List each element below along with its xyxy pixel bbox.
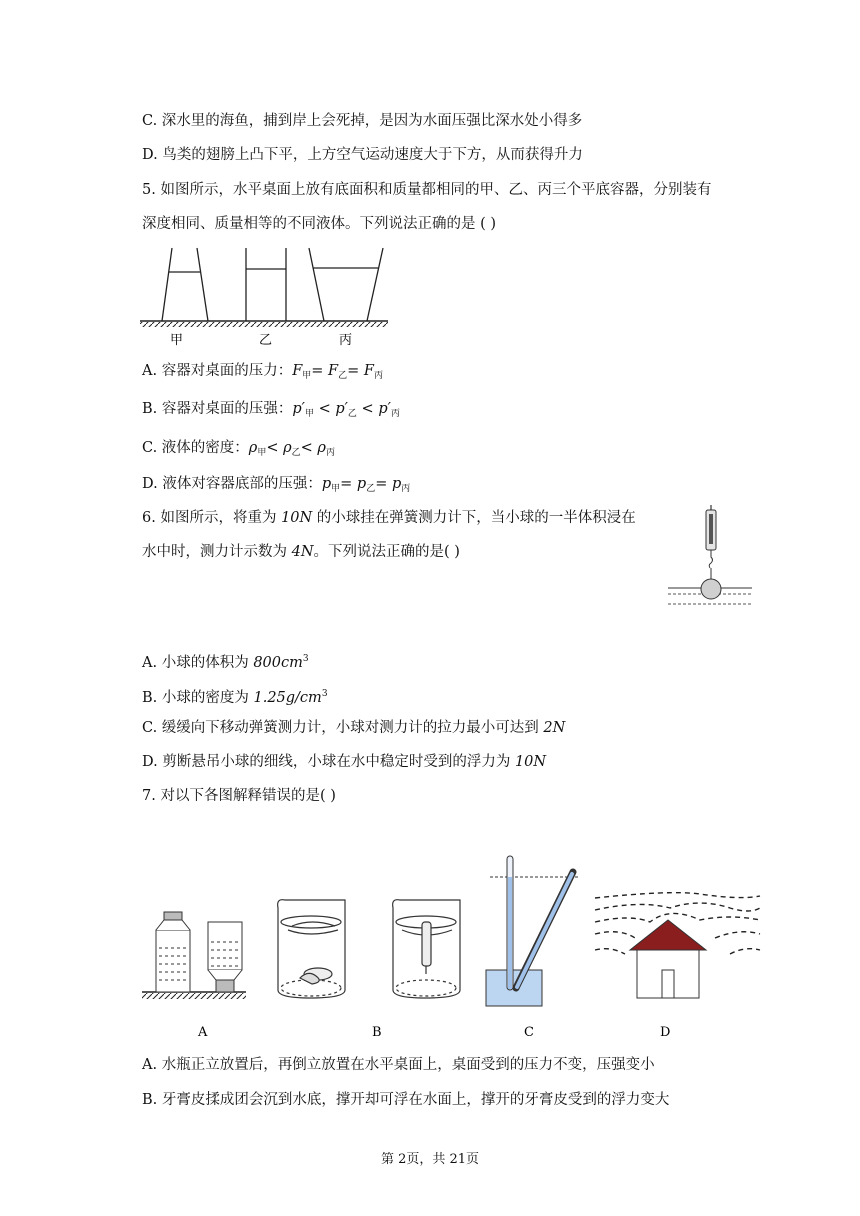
label-b: B xyxy=(372,1025,382,1040)
q5-containers-figure xyxy=(140,240,390,350)
q4-option-c: C. 深水里的海鱼，捕到岸上会死掉，是因为水面压强比深水处小得多 xyxy=(142,113,583,129)
figure-a-bottles xyxy=(142,912,246,999)
q6-option-c: C. 缓缓向下移动弹簧测力计，小球对测力计的拉力最小可达到 2N xyxy=(142,720,566,736)
q6-option-d: D. 剪断悬吊小球的细线，小球在水中稳定时受到的浮力为 10N xyxy=(142,754,547,770)
label-jia: 甲 xyxy=(170,333,184,348)
q4-option-d: D. 鸟类的翅膀上凸下平，上方空气运动速度大于下方，从而获得升力 xyxy=(142,147,583,163)
q6-stem-line1: 6. 如图所示，将重为 10N 的小球挂在弹簧测力计下，当小球的一半体积浸在 xyxy=(142,510,636,526)
q7-option-b: B. 牙膏皮揉成团会沉到水底，撑开却可浮在水面上，撑开的牙膏皮受到的浮力变大 xyxy=(142,1092,670,1108)
q5-option-b: B. 容器对桌面的压强：$p'_甲 < p'_乙 < p'_丙$ xyxy=(142,401,400,419)
q6-option-b: B. 小球的密度为 $1.25g/cm^3$ xyxy=(142,689,328,706)
q7-option-a: A. 水瓶正立放置后，再倒立放置在水平桌面上，桌面受到的压力不变，压强变小 xyxy=(142,1057,655,1073)
q7-stem: 7. 对以下各图解释错误的是( ) xyxy=(142,788,336,804)
label-c: C xyxy=(524,1025,534,1040)
q5-option-a: A. 容器对桌面的压力：$F_甲= F_乙= F_丙$ xyxy=(142,363,383,381)
container-bing xyxy=(309,248,383,321)
figure-b-beakers xyxy=(278,900,460,998)
q5-stem-line2: 深度相同、质量相等的不同液体。下列说法正确的是 ( ) xyxy=(142,216,497,232)
q5-option-d: D. 液体对容器底部的压强：$p_甲= p_乙= p_丙$ xyxy=(142,476,411,494)
q7-figures xyxy=(140,850,765,1045)
label-a: A xyxy=(198,1025,208,1040)
q6-stem-line2: 水中时，测力计示数为 4N。下列说法正确的是( ) xyxy=(142,544,460,560)
q5-option-c: C. 液体的密度：$\rho_甲< \rho_乙< \rho_丙$ xyxy=(142,440,335,458)
container-jia xyxy=(162,248,208,321)
label-yi: 乙 xyxy=(259,333,273,348)
container-yi xyxy=(246,248,286,321)
q6-spring-scale-figure xyxy=(668,505,752,609)
label-d: D xyxy=(660,1025,671,1040)
page-footer: 第 2页，共 21页 xyxy=(380,1152,480,1167)
q6-option-a: A. 小球的体积为 $800cm^3$ xyxy=(142,654,309,671)
q5-stem-line1: 5. 如图所示，水平桌面上放有底面积和质量都相同的甲、乙、丙三个平底容器，分别装有 xyxy=(142,182,712,198)
figure-d-house xyxy=(595,893,760,998)
label-bing: 丙 xyxy=(339,333,353,348)
figure-c-tubes xyxy=(486,856,580,1006)
